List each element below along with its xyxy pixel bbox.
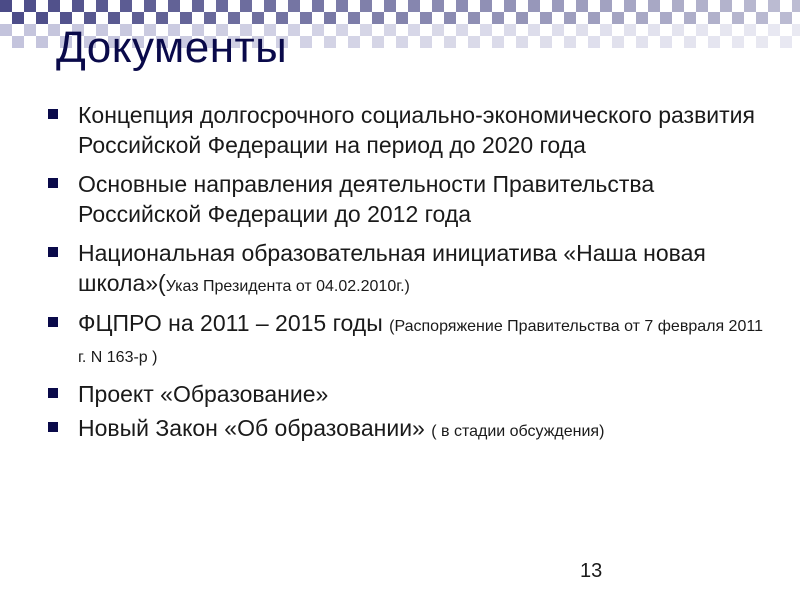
checker-cell [0,24,12,36]
square-bullet-icon [48,317,58,327]
checker-cell [648,0,660,12]
checker-cell [372,12,384,24]
bullet-item [44,238,764,299]
checker-cell [348,12,360,24]
checker-cell [12,36,24,48]
checker-cell [360,24,372,36]
bullet-text: Концепция долгосрочного социально-экономического развития Российской Федерации на период до 2020 года [78,102,755,158]
checker-cell [144,0,156,12]
checker-cell [564,36,576,48]
checker-cell [420,36,432,48]
checker-cell [744,24,756,36]
checker-cell [588,36,600,48]
checker-cell [768,24,780,36]
bullet-note: Указ Президента от 04.02.2010г.) [165,278,410,295]
checker-cell [540,12,552,24]
checker-cell [528,0,540,12]
checker-cell [504,24,516,36]
checker-cell [624,0,636,12]
checker-cell [24,24,36,36]
checker-cell [300,12,312,24]
checker-cell [384,0,396,12]
checker-cell [72,0,84,12]
checker-cell [432,0,444,12]
checker-cell [396,12,408,24]
checker-cell [672,0,684,12]
checker-cell [516,12,528,24]
checker-cell [492,12,504,24]
checker-cell [120,0,132,12]
checker-cell [552,24,564,36]
checker-cell [456,24,468,36]
checker-cell [600,0,612,12]
checker-cell [468,12,480,24]
checker-cell [708,36,720,48]
checker-cell [720,0,732,12]
checker-cell [684,36,696,48]
slide-title: Документы [56,23,288,72]
checker-cell [360,0,372,12]
bullet-text: Основные направления деятельности Правительства Российской Федерации до 2012 года [78,171,655,227]
checker-cell [612,36,624,48]
checker-cell [792,24,800,36]
checker-cell [96,0,108,12]
checker-cell [540,36,552,48]
checker-cell [636,36,648,48]
checker-cell [744,0,756,12]
checker-cell [312,0,324,12]
square-bullet-icon [48,388,58,398]
checker-cell [48,0,60,12]
checker-cell [648,24,660,36]
checker-cell [660,12,672,24]
square-bullet-icon [48,109,58,119]
checker-cell [348,36,360,48]
checker-cell [288,24,300,36]
checker-cell [492,36,504,48]
checker-cell [600,24,612,36]
checker-cell [336,24,348,36]
checker-cell [732,36,744,48]
bullet-item [44,100,764,160]
checker-cell [684,12,696,24]
checker-cell [756,12,768,24]
square-bullet-icon [48,422,58,432]
checker-cell [624,24,636,36]
checker-cell [696,0,708,12]
bullet-list [44,100,764,453]
checker-cell [324,36,336,48]
checker-cell [336,0,348,12]
square-bullet-icon [48,178,58,188]
checker-cell [396,36,408,48]
checker-cell [480,0,492,12]
bullet-item [44,169,764,229]
checker-cell [732,12,744,24]
checker-cell [372,36,384,48]
checker-cell [432,24,444,36]
checker-cell [480,24,492,36]
bullet-text: Проект «Образование» [78,381,329,407]
bullet-note: (Распоряжение Правительства от 7 февраля 2011 г. N 163-р ) [78,318,763,366]
bullet-text: Национальная образовательная инициатива «Наша новая школа»( [78,240,706,296]
checker-cell [696,24,708,36]
checker-cell [384,24,396,36]
bullet-text: Новый Закон «Об образовании» [78,415,432,441]
checker-cell [12,12,24,24]
bullet-item [44,413,764,444]
checker-cell [36,36,48,48]
checker-cell [312,24,324,36]
checker-cell [720,24,732,36]
checker-cell [468,36,480,48]
checker-cell [528,24,540,36]
bullet-item [44,308,764,370]
checker-cell [576,0,588,12]
bullet-item [44,379,764,409]
checker-cell [780,12,792,24]
checker-cell [408,0,420,12]
checker-cell [708,12,720,24]
checker-cell [612,12,624,24]
checker-cell [36,12,48,24]
checker-cell [516,36,528,48]
checker-cell [420,12,432,24]
checker-cell [504,0,516,12]
checker-cell [288,0,300,12]
checker-cell [240,0,252,12]
checker-cell [636,12,648,24]
checker-cell [768,0,780,12]
checker-cell [756,36,768,48]
checker-cell [24,0,36,12]
checker-cell [444,12,456,24]
checker-cell [168,0,180,12]
square-bullet-icon [48,247,58,257]
checker-cell [444,36,456,48]
checker-cell [552,0,564,12]
checker-cell [456,0,468,12]
page-number: 13 [580,560,603,582]
checker-cell [792,0,800,12]
checker-cell [300,36,312,48]
checker-cell [264,0,276,12]
checker-cell [0,0,12,12]
checker-cell [324,12,336,24]
checker-cell [408,24,420,36]
checker-cell [660,36,672,48]
checker-cell [576,24,588,36]
checker-cell [672,24,684,36]
checker-cell [216,0,228,12]
bullet-text: ФЦПРО на 2011 – 2015 годы [78,310,390,336]
checker-cell [564,12,576,24]
checker-cell [192,0,204,12]
checker-cell [780,36,792,48]
checker-cell [588,12,600,24]
bullet-note: ( в стадии обсуждения) [431,423,605,440]
